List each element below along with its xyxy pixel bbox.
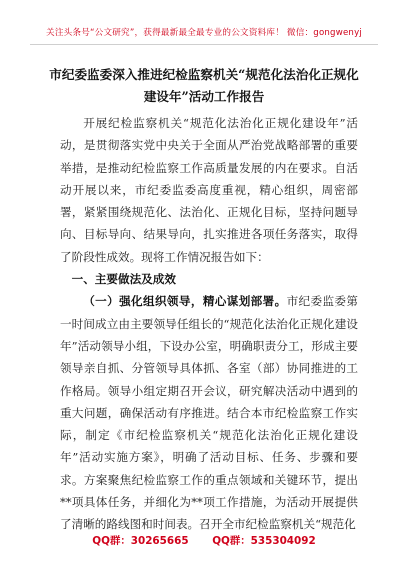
subsection-paragraph: [60, 290, 358, 535]
document-title: [38, 64, 370, 108]
qq-group-1: QQ群：30265665: [92, 535, 189, 547]
intro-paragraph: 开展纪检监察机关“规范化法治化正规化建设年”活动，是贯彻落实党中央关于全面从严治党战略部署的重要举措，是推动纪检监察工作高质量发展的内在要求。自活动开展以来，市纪委监委高度重视，精心组织，周密部署，紧紧围绕规范化、法治化、正规化目标，坚持问题导向、目标导向、结果导向，扎实推进各项任务落实，取得了阶段性成效。现将工作情况报告如下：: [60, 116, 358, 264]
title-line-1: 市纪委监委深入推进纪检监察机关“规范化法治化正规化: [49, 67, 359, 82]
footer-contacts: [0, 532, 408, 547]
document-body: [60, 112, 358, 536]
qq-group-2: QQ群：535304092: [212, 535, 316, 547]
section-heading: 一、主要做法及成效: [71, 272, 176, 287]
subsection-heading: （一）强化组织领导，精心谋划部署。: [83, 294, 287, 309]
header-note: 关注头条号“公文研究”，获得最新最全最专业的公文资料库！ 微信：gongwenyj: [46, 28, 362, 38]
title-line-2: 建设年”活动工作报告: [143, 89, 265, 104]
header-divider: [30, 44, 378, 45]
subsection-body: 市纪委监委第一时间成立由主要领导任组长的“规范化法治化正规化建设年”活动领导小组，下设办公室，明确职责分工，形成主要领导亲自抓、分管领导具体抓、各室（部）协同推进的工作格局。领导小组定期召开会议，研究解决活动中遇到的重大问题，确保活动有序推进。结合本市纪检监察工作实际，制定《市纪检监察机关“规范化法治化正规化建设年”活动实施方案》，明确了活动目标、任务、步骤和要求。方案聚焦纪检监察工作的重点领域和关键环节，提出**项具体任务，并细化为**项工作措施，为活动开展提供了清晰的路线图和时间表。召开全市纪检监察机关“规范化: [60, 294, 358, 532]
